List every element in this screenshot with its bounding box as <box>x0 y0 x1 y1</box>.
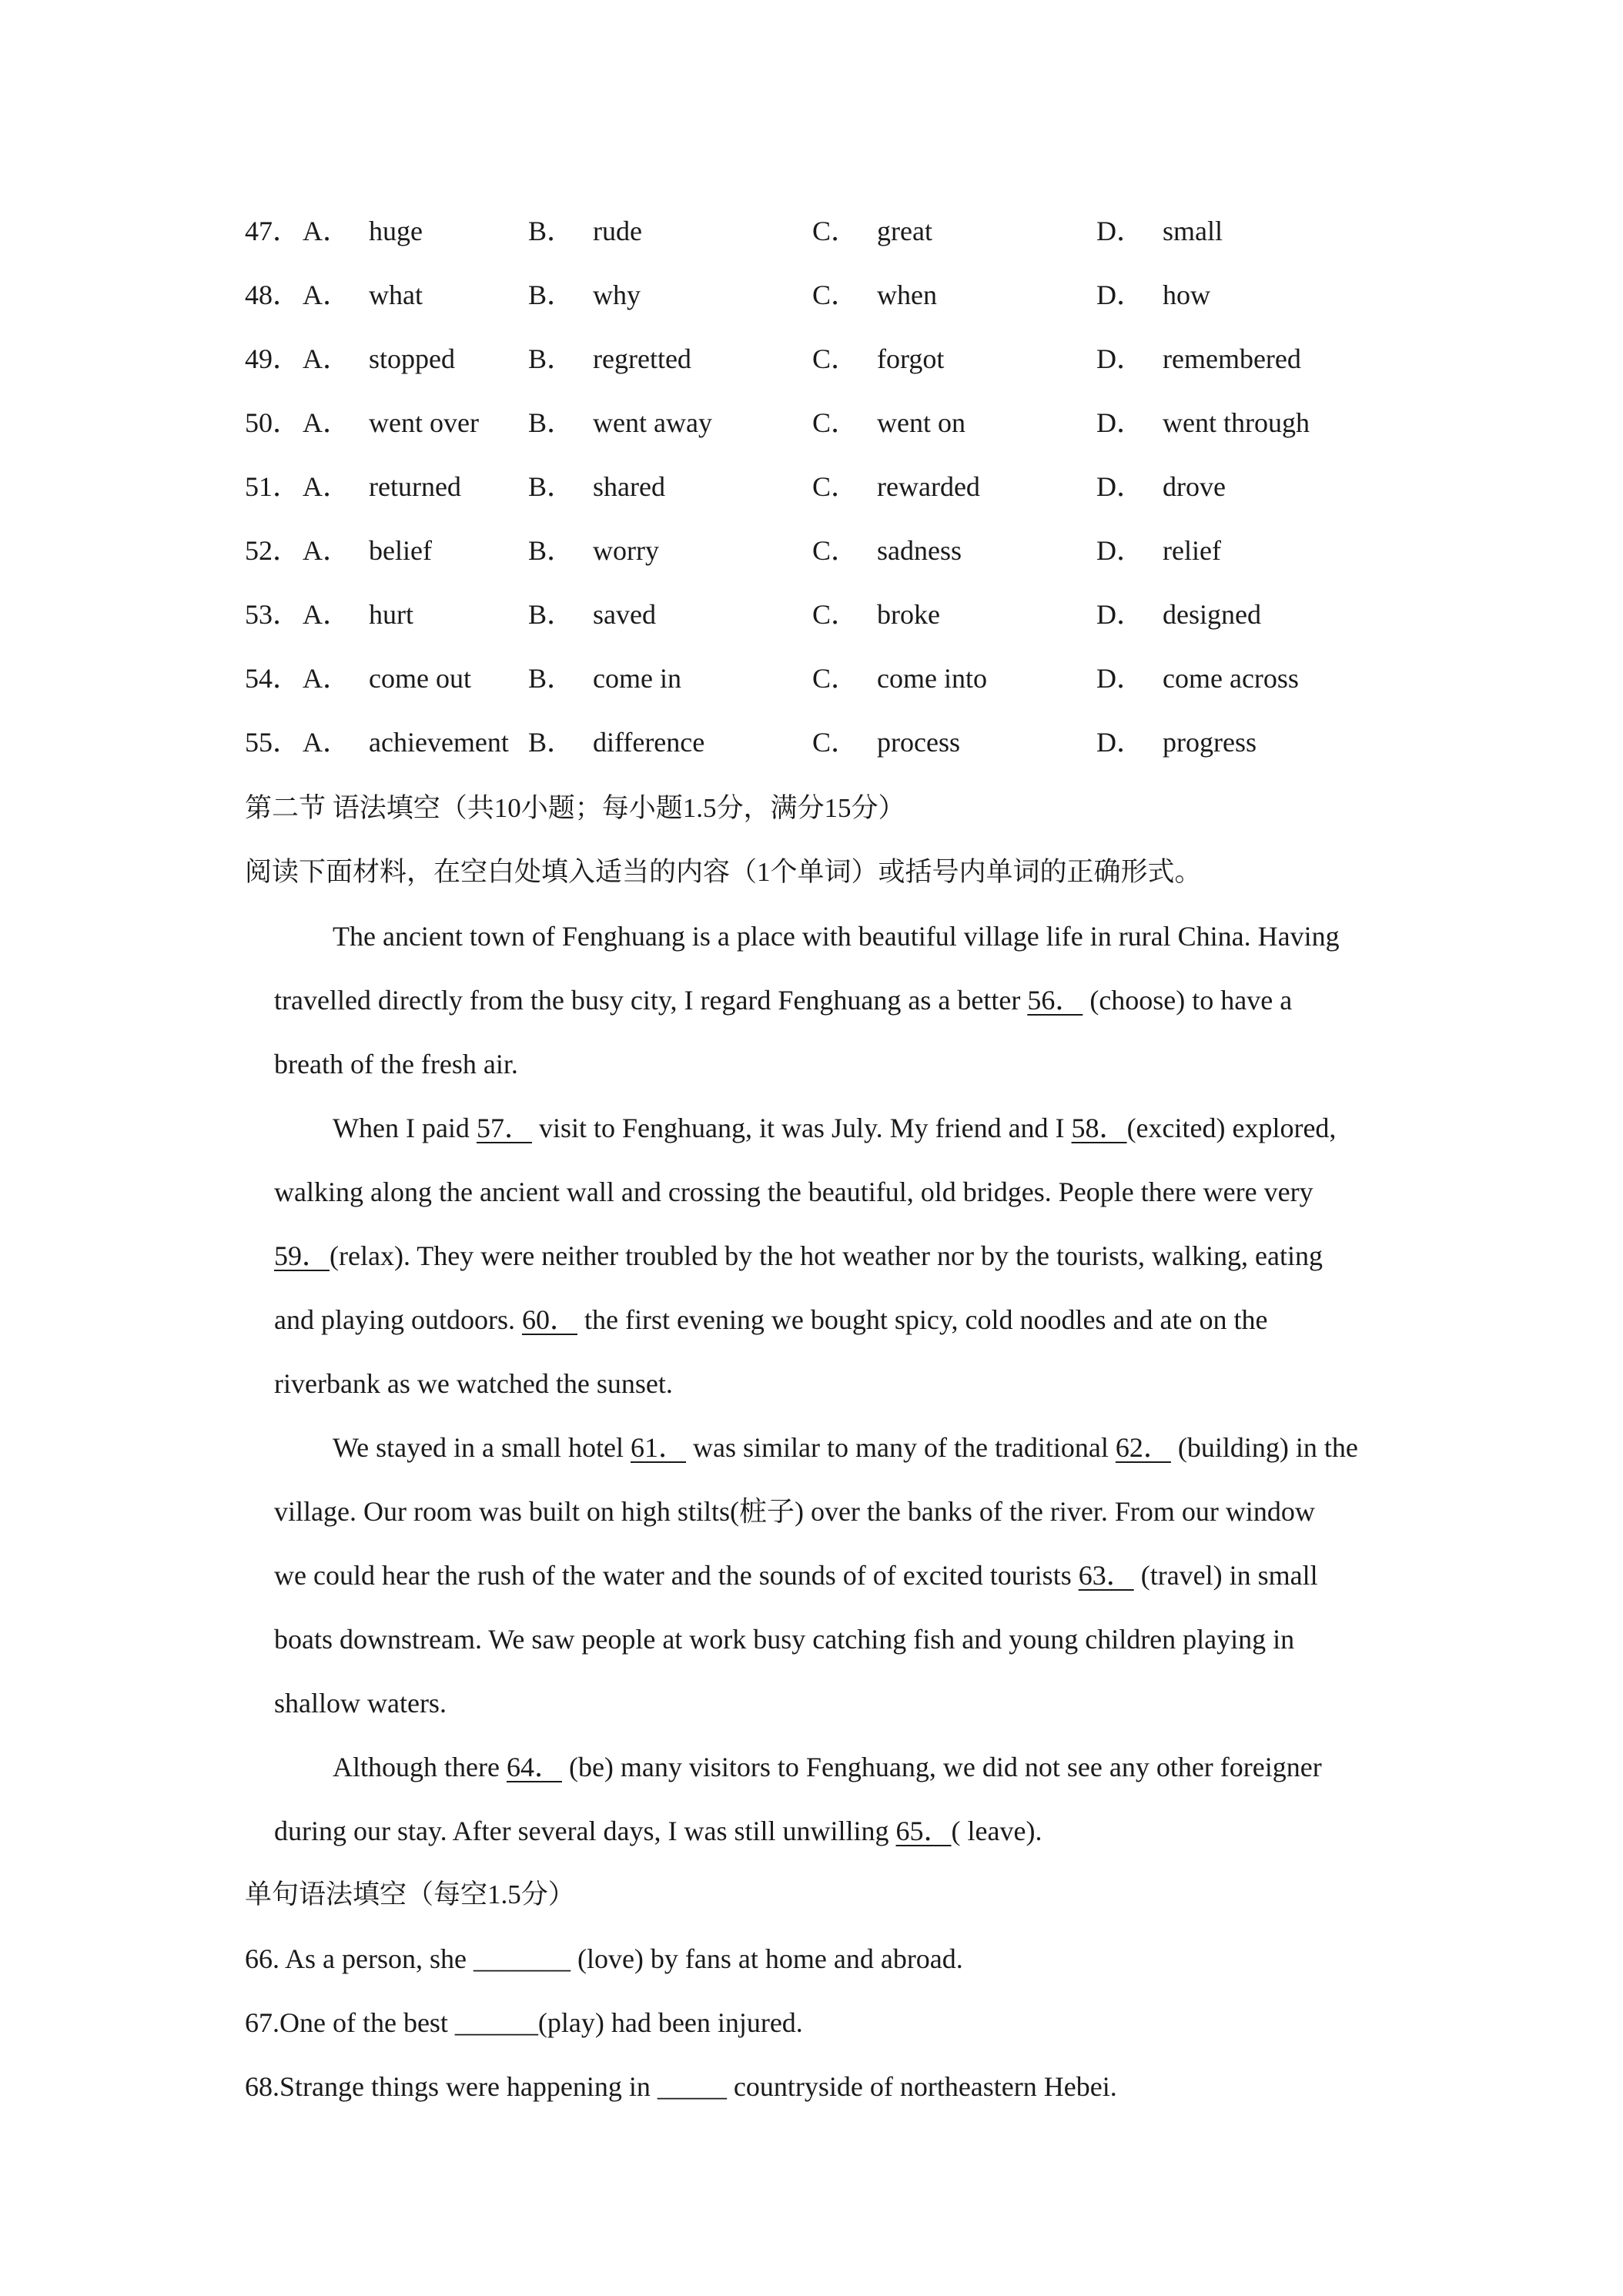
option-letter: A． <box>303 727 350 758</box>
passage-line: We stayed in a small hotel 61． was similar to many of the traditional 62． (building) in the <box>333 1432 1358 1463</box>
option-d <box>1096 719 1257 765</box>
option-text: went through <box>1163 407 1310 438</box>
option-letter: D． <box>1096 599 1144 630</box>
option-letter: A． <box>303 216 350 246</box>
option-text: achievement <box>369 727 509 758</box>
option-letter: D． <box>1096 727 1144 758</box>
option-b <box>528 527 659 574</box>
option-b <box>528 208 642 254</box>
passage-line: riverbank as we watched the sunset. <box>274 1368 673 1399</box>
option-c <box>812 527 962 574</box>
option-text: hurt <box>369 599 413 630</box>
option-d <box>1096 336 1301 382</box>
option-letter: D． <box>1096 343 1144 374</box>
option-c <box>812 400 965 446</box>
option-letter: C． <box>812 216 859 246</box>
option-letter: B． <box>528 279 575 310</box>
option-c <box>812 464 980 510</box>
option-a <box>303 591 413 638</box>
option-letter: A． <box>303 407 350 438</box>
option-d <box>1096 591 1261 638</box>
option-b <box>528 272 641 318</box>
option-text: come in <box>593 663 681 694</box>
option-text: relief <box>1163 535 1221 566</box>
option-letter: C． <box>812 279 859 310</box>
question-67: 67.One of the best ______(play) had been injured. <box>245 2007 803 2038</box>
passage-line: we could hear the rush of the water and the sounds of of excited tourists 63． (travel) in small <box>274 1560 1318 1591</box>
passage-line: The ancient town of Fenghuang is a place with beautiful village life in rural China. Having <box>333 921 1340 952</box>
option-row <box>245 464 1554 510</box>
passage-line: 59．(relax). They were neither troubled by the hot weather nor by the tourists, walking, eating <box>274 1240 1323 1271</box>
option-letter: B． <box>528 663 575 694</box>
blank-64: 64． <box>506 1752 562 1782</box>
option-b <box>528 464 665 510</box>
option-letter: B． <box>528 343 575 374</box>
option-letter: C． <box>812 599 859 630</box>
question-number: 51． <box>245 471 301 502</box>
blank-58: 58． <box>1071 1113 1127 1143</box>
option-b <box>528 719 704 765</box>
question-68: 68.Strange things were happening in _____ countryside of northeastern Hebei. <box>245 2071 1117 2102</box>
option-text: shared <box>593 471 665 502</box>
passage-line: and playing outdoors. 60． the first evening we bought spicy, cold noodles and ate on the <box>274 1304 1268 1335</box>
option-text: drove <box>1163 471 1226 502</box>
question-number: 54． <box>245 663 301 694</box>
single-section-title: 单句语法填空（每空1.5分） <box>245 1879 575 1909</box>
option-text: stopped <box>369 343 455 374</box>
option-text: how <box>1163 279 1210 310</box>
passage-line: during our stay. After several days, I was still unwilling 65．( leave). <box>274 1816 1042 1846</box>
option-c <box>812 336 944 382</box>
option-letter: A． <box>303 599 350 630</box>
option-letter: C． <box>812 471 859 502</box>
question-number: 55． <box>245 727 301 758</box>
option-text: great <box>877 216 932 246</box>
option-c <box>812 655 987 701</box>
option-d <box>1096 655 1299 701</box>
option-row <box>245 655 1554 701</box>
option-text: difference <box>593 727 705 758</box>
option-b <box>528 400 712 446</box>
blank-56: 56． <box>1027 985 1083 1016</box>
option-text: worry <box>593 535 659 566</box>
passage-line: walking along the ancient wall and crossing the beautiful, old bridges. People there were very <box>274 1176 1313 1207</box>
option-b <box>528 336 691 382</box>
option-d <box>1096 464 1226 510</box>
option-text: belief <box>369 535 432 566</box>
option-letter: D． <box>1096 535 1144 566</box>
passage-line: Although there 64． (be) many visitors to Fenghuang, we did not see any other foreigner <box>333 1752 1322 1782</box>
option-text: come out <box>369 663 471 694</box>
question-number: 53． <box>245 599 301 630</box>
option-letter: C． <box>812 727 859 758</box>
option-text: remembered <box>1163 343 1301 374</box>
option-text: went over <box>369 407 479 438</box>
option-row <box>245 272 1554 318</box>
option-row <box>245 336 1554 382</box>
option-text: rewarded <box>877 471 980 502</box>
question-number: 52． <box>245 535 301 566</box>
section2-instruction: 阅读下面材料，在空白处填入适当的内容（1个单词）或括号内单词的正确形式。 <box>245 857 1202 887</box>
option-letter: B． <box>528 216 575 246</box>
option-letter: D． <box>1096 471 1144 502</box>
option-b <box>528 591 656 638</box>
option-a <box>303 272 423 318</box>
option-text: returned <box>369 471 461 502</box>
blank-63: 63． <box>1078 1560 1134 1591</box>
option-letter: A． <box>303 535 350 566</box>
option-text: when <box>877 279 937 310</box>
question-66: 66. As a person, she _______ (love) by fans at home and abroad. <box>245 1943 963 1974</box>
option-letter: B． <box>528 407 575 438</box>
blank-62: 62． <box>1115 1432 1171 1463</box>
option-text: small <box>1163 216 1223 246</box>
option-row <box>245 208 1554 254</box>
option-text: sadness <box>877 535 962 566</box>
option-letter: C． <box>812 343 859 374</box>
option-a <box>303 719 509 765</box>
option-row <box>245 591 1554 638</box>
option-letter: C． <box>812 407 859 438</box>
option-letter: D． <box>1096 663 1144 694</box>
option-letter: B． <box>528 535 575 566</box>
passage-line: travelled directly from the busy city, I regard Fenghuang as a better 56． (choose) to have a <box>274 985 1293 1016</box>
option-letter: A． <box>303 343 350 374</box>
option-a <box>303 336 455 382</box>
option-letter: C． <box>812 663 859 694</box>
option-text: designed <box>1163 599 1261 630</box>
option-a <box>303 208 423 254</box>
blank-57: 57． <box>476 1113 532 1143</box>
option-letter: A． <box>303 279 350 310</box>
option-a <box>303 400 479 446</box>
option-text: progress <box>1163 727 1257 758</box>
question-number: 48． <box>245 279 301 310</box>
option-letter: D． <box>1096 407 1144 438</box>
option-text: rude <box>593 216 642 246</box>
option-text: come into <box>877 663 987 694</box>
question-number: 47． <box>245 216 301 246</box>
option-c <box>812 591 940 638</box>
option-text: saved <box>593 599 656 630</box>
section2-title: 第二节 语法填空（共10小题；每小题1.5分，满分15分） <box>245 793 905 823</box>
option-a <box>303 655 471 701</box>
option-text: broke <box>877 599 940 630</box>
option-b <box>528 655 681 701</box>
option-letter: D． <box>1096 279 1144 310</box>
option-text: went on <box>877 407 965 438</box>
option-row <box>245 400 1554 446</box>
option-d <box>1096 208 1223 254</box>
option-text: what <box>369 279 423 310</box>
option-letter: B． <box>528 599 575 630</box>
option-d <box>1096 527 1221 574</box>
passage-line: breath of the fresh air. <box>274 1049 518 1079</box>
option-letter: D． <box>1096 216 1144 246</box>
option-letter: A． <box>303 663 350 694</box>
option-a <box>303 527 432 574</box>
option-c <box>812 272 937 318</box>
question-number: 50． <box>245 407 301 438</box>
blank-60: 60． <box>521 1304 577 1335</box>
option-letter: A． <box>303 471 350 502</box>
passage-line: When I paid 57． visit to Fenghuang, it was July. My friend and I 58．(excited) explored, <box>333 1113 1337 1143</box>
blank-65: 65． <box>895 1816 952 1846</box>
passage-line: shallow waters. <box>274 1688 447 1719</box>
option-row <box>245 719 1554 765</box>
option-letter: C． <box>812 535 859 566</box>
option-d <box>1096 400 1310 446</box>
option-c <box>812 719 960 765</box>
blank-59: 59． <box>274 1240 330 1271</box>
option-text: process <box>877 727 960 758</box>
option-d <box>1096 272 1210 318</box>
option-letter: B． <box>528 727 575 758</box>
option-row <box>245 527 1554 574</box>
passage-line: village. Our room was built on high stilts(桩子) over the banks of the river. From our window <box>274 1496 1315 1527</box>
option-a <box>303 464 461 510</box>
option-text: come across <box>1163 663 1299 694</box>
blank-61: 61． <box>631 1432 687 1463</box>
option-text: huge <box>369 216 423 246</box>
option-text: why <box>593 279 641 310</box>
option-letter: B． <box>528 471 575 502</box>
option-text: went away <box>593 407 712 438</box>
passage-line: boats downstream. We saw people at work busy catching fish and young children playing in <box>274 1624 1295 1655</box>
question-number: 49． <box>245 343 301 374</box>
option-c <box>812 208 932 254</box>
option-text: forgot <box>877 343 945 374</box>
option-text: regretted <box>593 343 691 374</box>
